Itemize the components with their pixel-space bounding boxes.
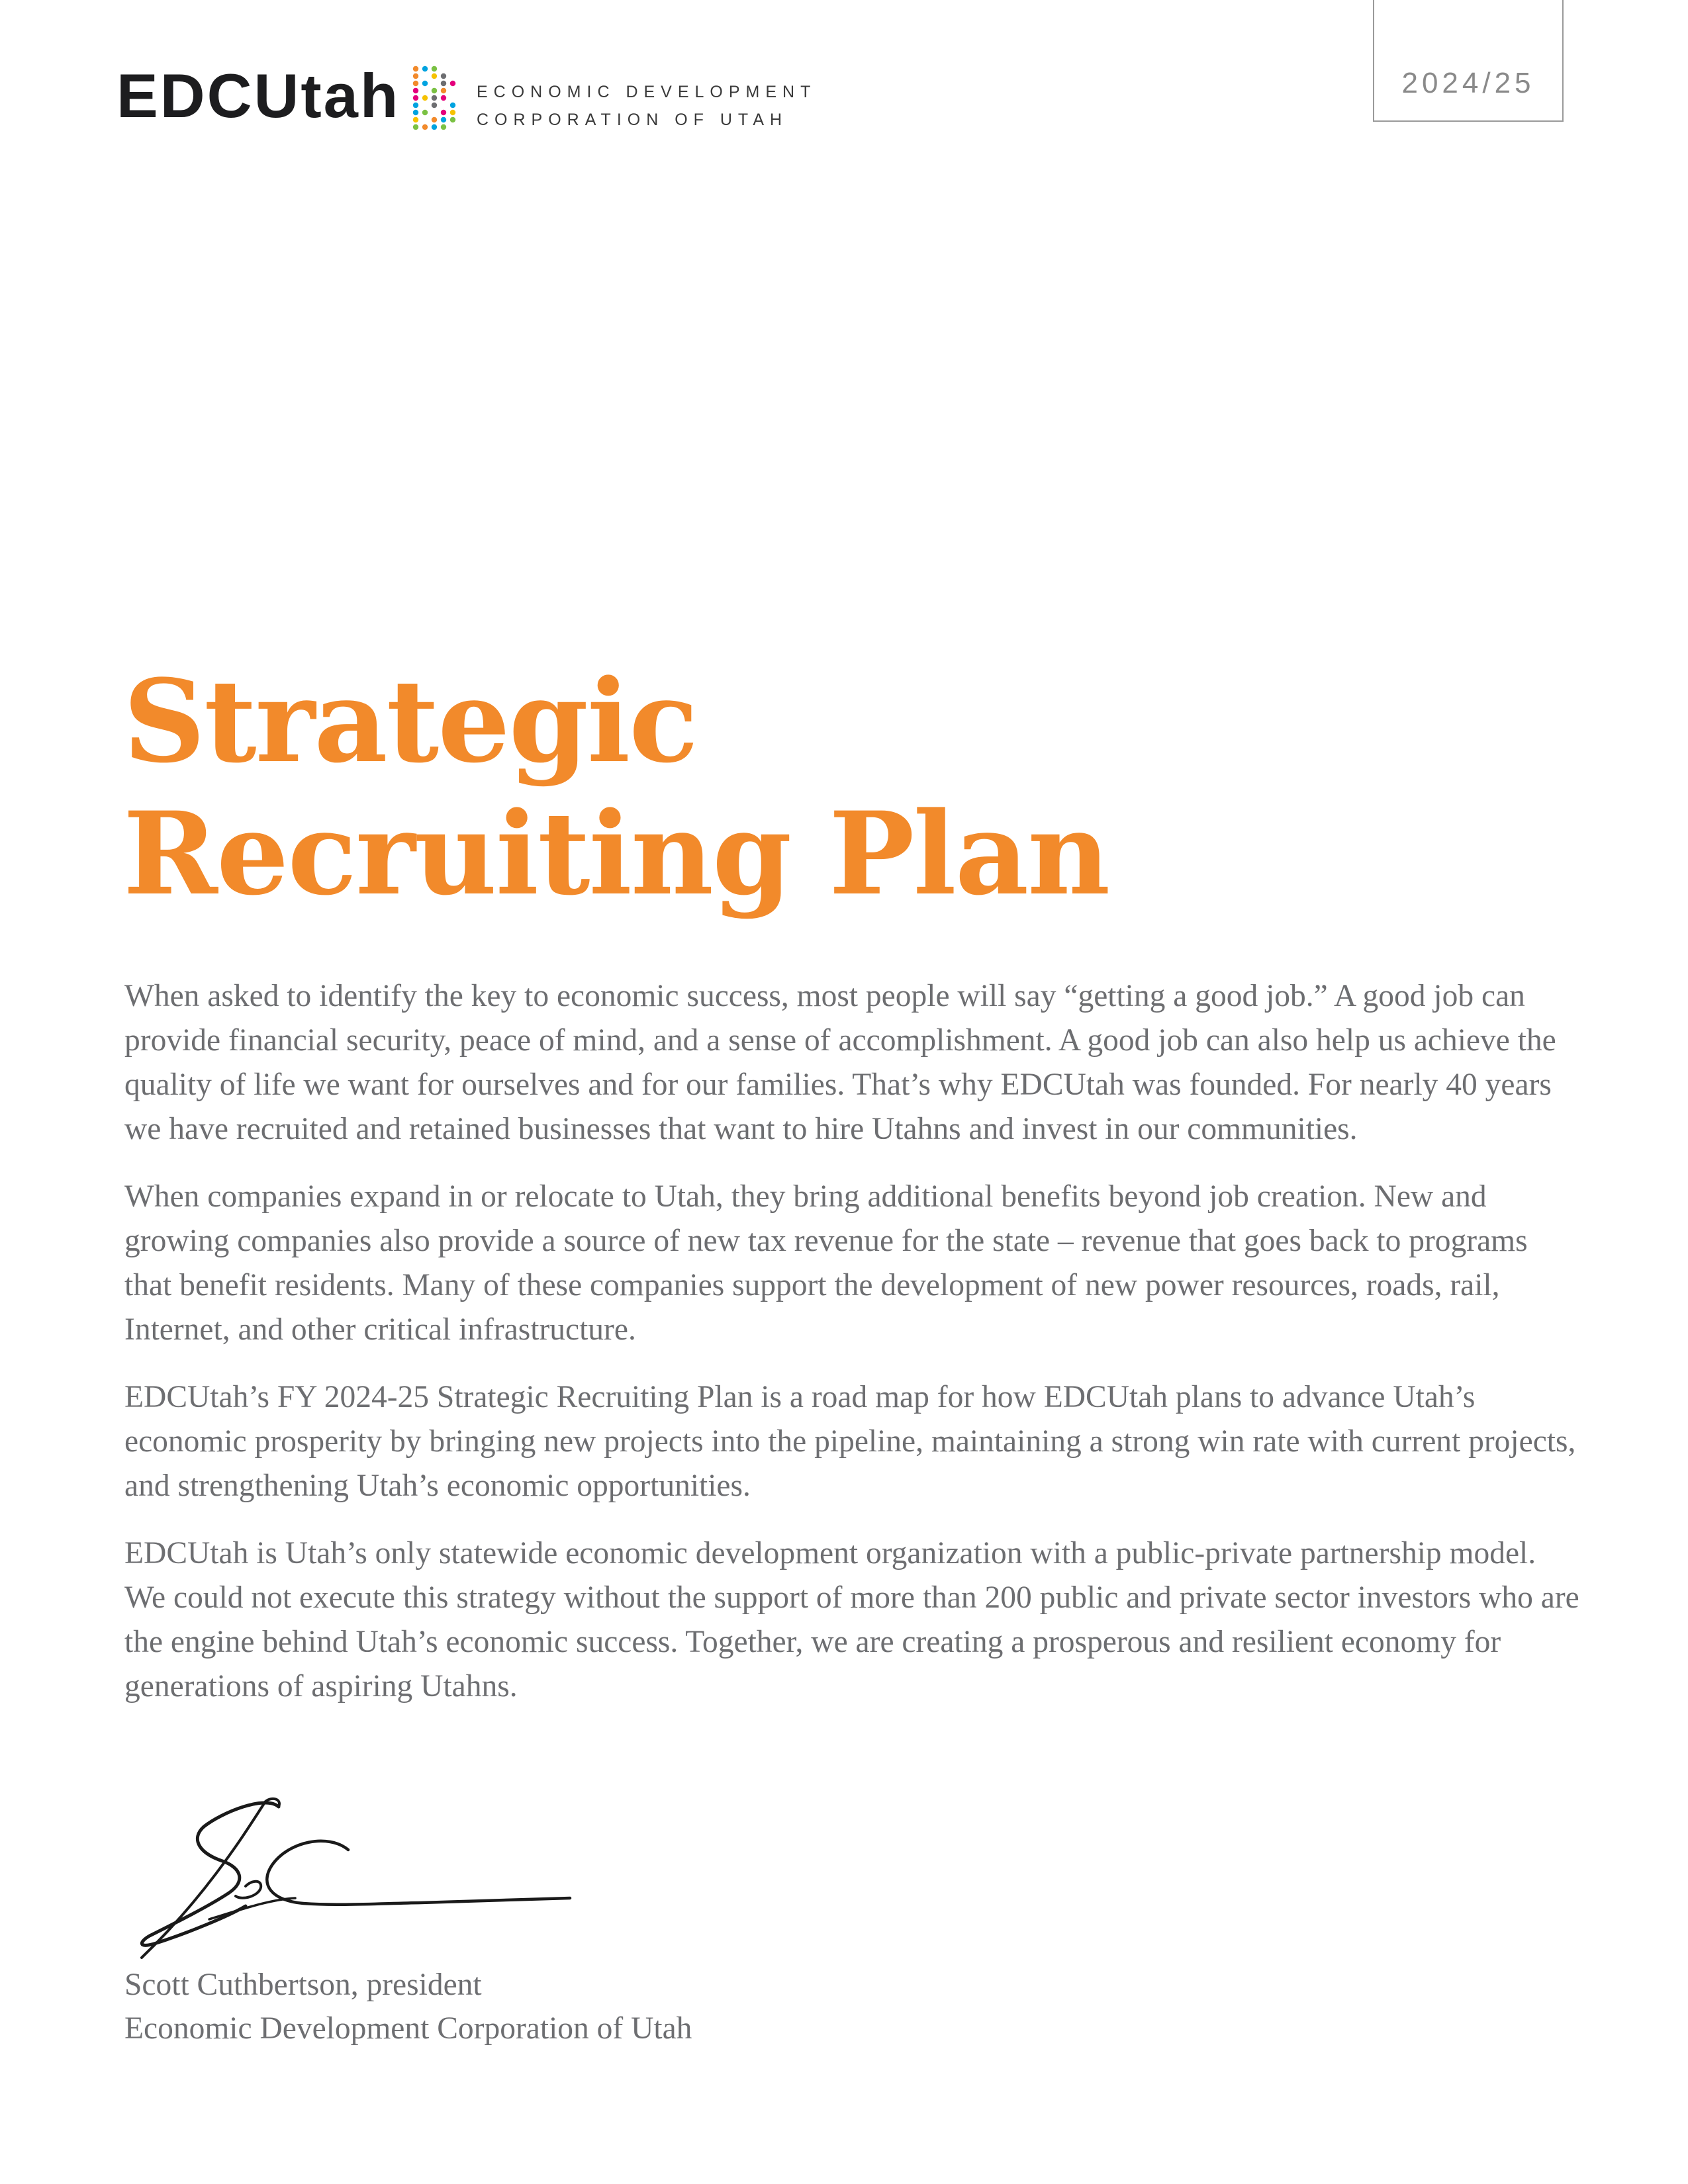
body-text — [124, 974, 1581, 1732]
signer-block — [124, 1963, 692, 2050]
year-badge — [1373, 0, 1564, 122]
signature-image — [130, 1787, 593, 1972]
body-paragraph-3: EDCUtah’s FY 2024-25 Strategic Recruiting Plan is a road map for how EDCUtah plans to advance Utah’s economic prosperity by bringing new projects into the pipeline, maintaining a strong win rate with current projects, and strengthening Utah’s economic opportunities. — [124, 1380, 1576, 1503]
logo-dot — [413, 117, 418, 122]
logo-dot — [441, 117, 446, 122]
page-title-line2: Recruiting Plan — [123, 786, 1109, 921]
logo-dot — [432, 103, 437, 108]
logo-dot — [413, 110, 418, 115]
logo-dot — [450, 103, 455, 108]
logo-dot — [432, 73, 437, 79]
logo-dot — [441, 81, 446, 86]
logo-dot — [441, 110, 446, 115]
logo-dot — [441, 95, 446, 101]
logo-dot — [422, 95, 428, 101]
logo-dot — [413, 73, 418, 79]
signer-organization: Economic Development Corporation of Utah — [124, 2011, 692, 2046]
logo-dot — [422, 110, 428, 115]
logo-dot — [450, 81, 455, 86]
logo-dot — [432, 66, 437, 71]
page-title — [123, 655, 1109, 920]
logo-dot — [432, 124, 437, 130]
logo-dot — [432, 95, 437, 101]
logo-dot — [413, 81, 418, 86]
logo-dot — [422, 81, 428, 86]
signer-name: Scott Cuthbertson, president — [124, 1968, 482, 2002]
logo-wordmark: EDCUtah — [117, 61, 400, 130]
body-paragraph-4: EDCUtah is Utah’s only statewide economic development organization with a public-private partnership model. We could not execute this strategy without the support of more than 200 public and private sector investors who are the engine behind Utah’s economic success. Together, we are creating a prosperous and resilient economy for generations of aspiring Utahns. — [124, 1536, 1579, 1704]
logo-dot-grid-icon — [410, 65, 458, 131]
logo-dot — [413, 66, 418, 71]
logo-dot — [441, 124, 446, 130]
page-title-line1: Strategic — [123, 654, 697, 788]
logo-dot — [413, 88, 418, 93]
logo-dot — [441, 73, 446, 79]
body-paragraph-1: When asked to identify the key to economic success, most people will say “getting a good job.” A good job can provide financial security, peace of mind, and a sense of accomplishment. A good job can also help us achieve the quality of life we want for ourselves and for our families. That’s why EDCUtah was founded. For nearly 40 years we have recruited and retained businesses that want to hire Utahns and invest in our communities. — [124, 979, 1556, 1146]
logo-dot — [432, 88, 437, 93]
body-paragraph-2: When companies expand in or relocate to Utah, they bring additional benefits beyond job creation. New and growing companies also provide a source of new tax revenue for the state – revenue that goes back to programs that benefit residents. Many of these companies support the development of new power resources, roads, rail, Internet, and other critical infrastructure. — [124, 1179, 1528, 1347]
logo-dot — [422, 66, 428, 71]
logo-dot — [441, 88, 446, 93]
logo-tagline-line2: CORPORATION OF UTAH — [477, 111, 788, 129]
logo-tagline-line1: ECONOMIC DEVELOPMENT — [477, 83, 817, 101]
logo-dot — [413, 124, 418, 130]
logo-dot — [432, 117, 437, 122]
logo-dot — [413, 103, 418, 108]
logo-dot — [413, 95, 418, 101]
logo-dot — [422, 124, 428, 130]
logo-dot — [450, 110, 455, 115]
logo-tagline — [477, 78, 816, 134]
year-label: 2024/25 — [1401, 67, 1535, 99]
logo-dot — [450, 117, 455, 122]
